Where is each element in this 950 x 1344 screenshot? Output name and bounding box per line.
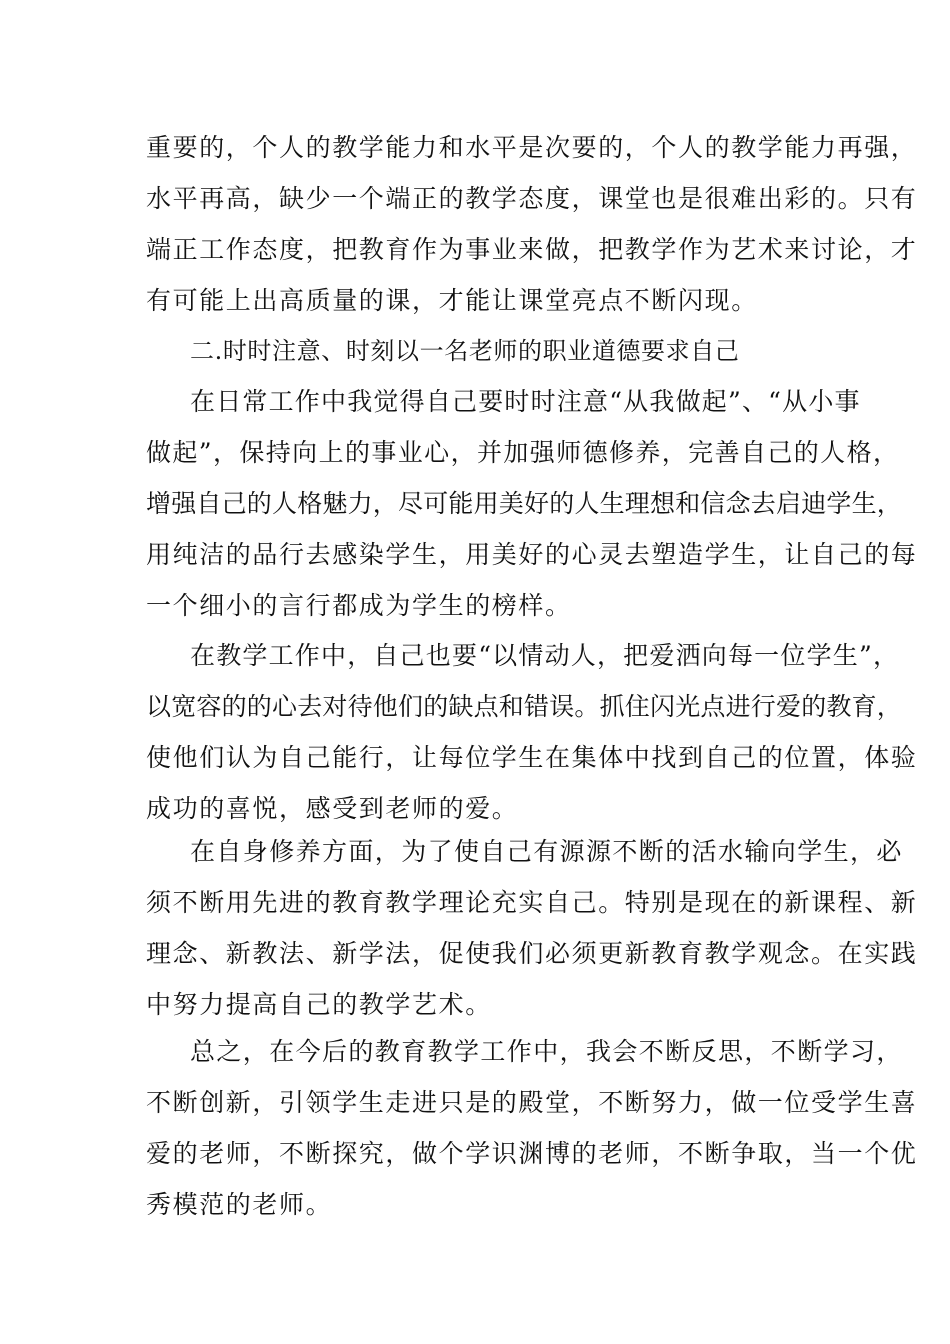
paragraph-line: 增强自己的人格魅力，尽可能用美好的人生理想和信念去启迪学生， <box>146 489 903 518</box>
paragraph-line: 理念、新教法、新学法，促使我们必须更新教育教学观念。在实践 <box>146 939 918 968</box>
paragraph-line: 须不断用先进的教育教学理论充实自己。特别是现在的新课程、新 <box>146 888 918 917</box>
paragraph-line: 成功的喜悦，感受到老师的爱。 <box>146 794 519 823</box>
paragraph-line: 有可能上出高质量的课，才能让课堂亮点不断闪现。 <box>146 286 758 315</box>
paragraph-3 <box>146 630 918 834</box>
paragraph-line: 用纯洁的品行去感染学生，用美好的心灵去塑造学生，让自己的每 <box>146 540 918 569</box>
paragraph-line: 中努力提高自己的教学艺术。 <box>146 990 492 1019</box>
paragraph-line: 使他们认为自己能行，让每位学生在集体中找到自己的位置，体验 <box>146 743 918 772</box>
paragraph-line-indented: 在自身修养方面，为了使自己有源源不断的活水输向学生，必 <box>190 837 903 866</box>
paragraph-line-indented: 总之，在今后的教育教学工作中，我会不断反思，不断学习， <box>190 1037 903 1066</box>
paragraph-line: 端正工作态度，把教育作为事业来做，把教学作为艺术来讨论，才 <box>146 235 918 264</box>
paragraph-line: 做起”，保持向上的事业心，并加强师德修养，完善自己的人格， <box>146 438 900 467</box>
paragraph-line: 爱的老师，不断探究，做个学识渊博的老师，不断争取，当一个优 <box>146 1139 918 1168</box>
section-heading-text: 二.时时注意、时刻以一名老师的职业道德要求自己 <box>190 337 740 365</box>
paragraph-2 <box>146 376 918 631</box>
paragraph-line: 不断创新，引领学生走进只是的殿堂，不断努力，做一位受学生喜 <box>146 1088 918 1117</box>
section-heading <box>190 326 739 377</box>
paragraph-line-indented: 在教学工作中，自己也要“以情动人，把爱洒向每一位学生”， <box>190 641 900 670</box>
paragraph-line: 一个细小的言行都成为学生的榜样。 <box>146 591 572 620</box>
paragraph-5 <box>146 1026 918 1230</box>
paragraph-1 <box>146 122 918 326</box>
paragraph-line: 重要的，个人的教学能力和水平是次要的，个人的教学能力再强， <box>146 133 918 162</box>
paragraph-line: 秀模范的老师。 <box>146 1190 333 1219</box>
paragraph-line-indented: 在日常工作中我觉得自己要时时注意“从我做起”、“从小事 <box>190 387 861 416</box>
paragraph-line: 水平再高，缺少一个端正的教学态度，课堂也是很难出彩的。只有 <box>146 184 918 213</box>
paragraph-line: 以宽容的的心去对待他们的缺点和错误。抓住闪光点进行爱的教育， <box>146 692 903 721</box>
paragraph-4 <box>146 826 918 1030</box>
